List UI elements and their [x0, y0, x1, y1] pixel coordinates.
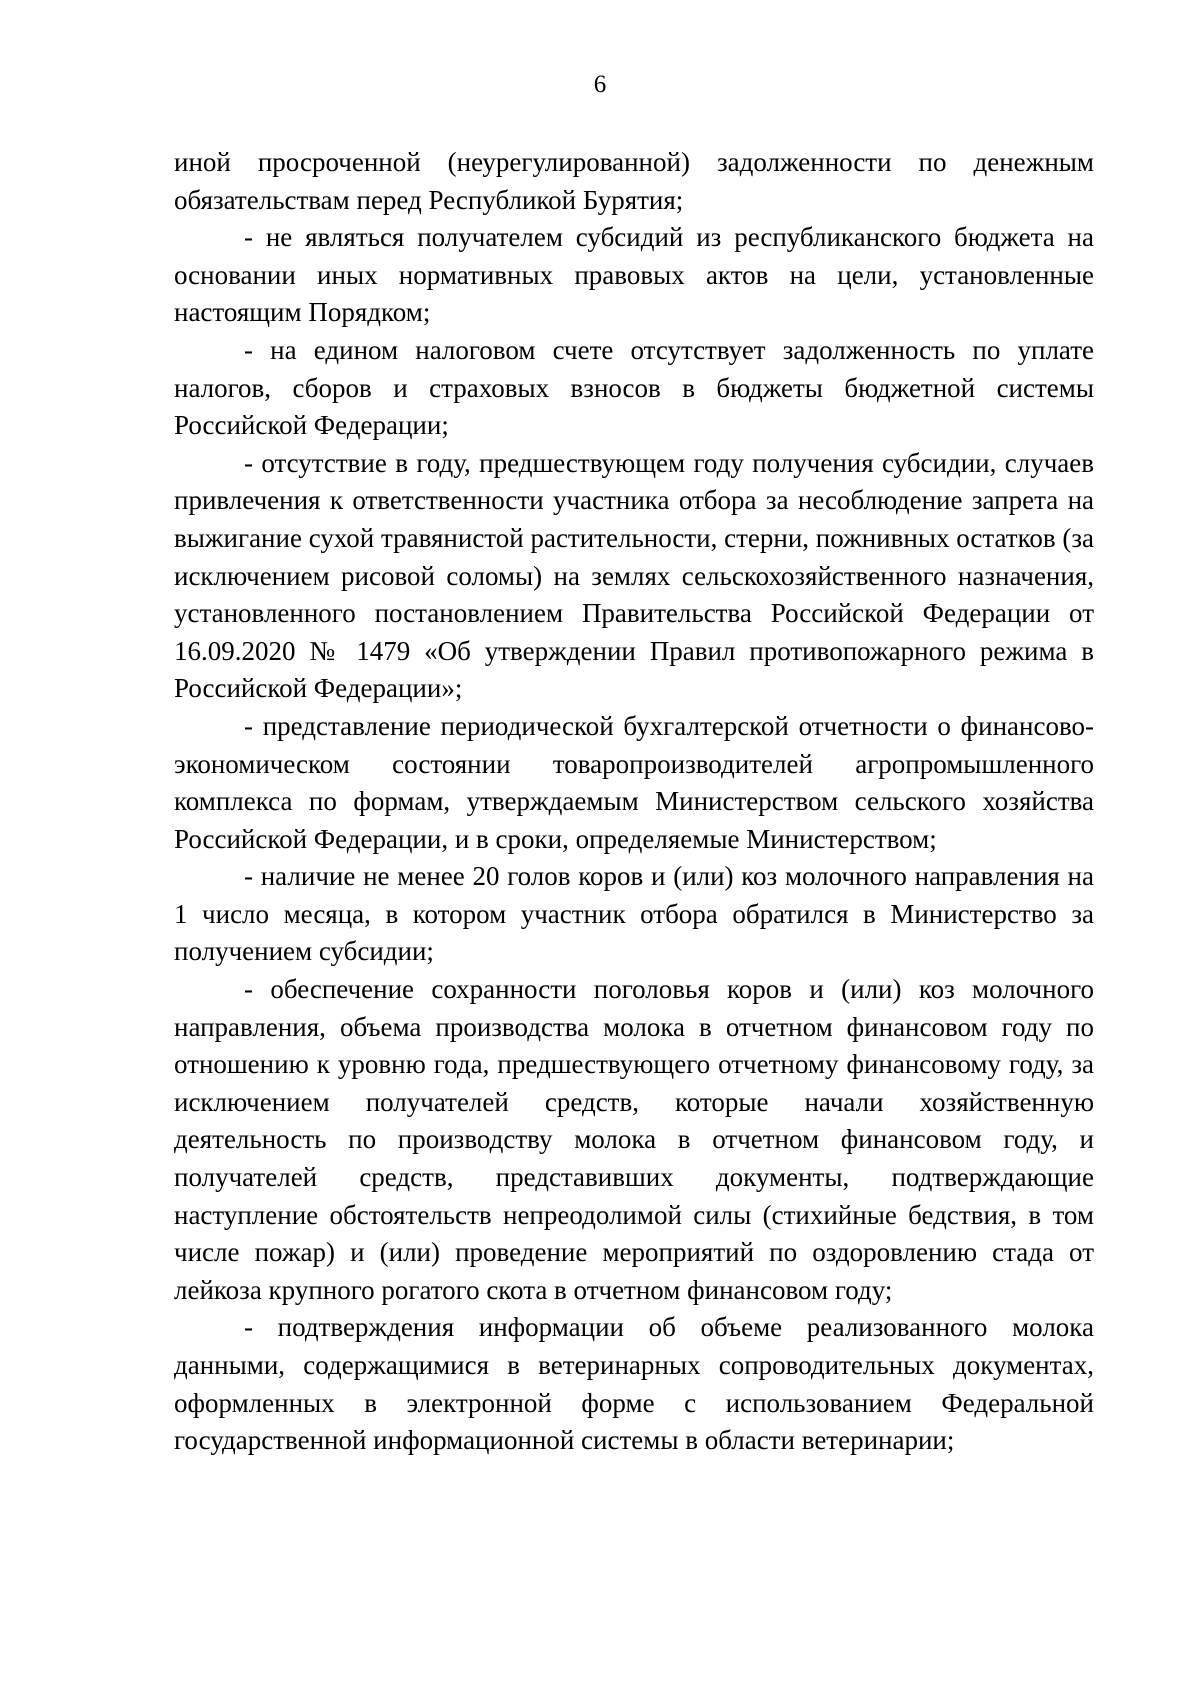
paragraph-continuation: иной просроченной (неурегулированной) задолженности по денежным обязательствам перед Республикой Бурятия; — [174, 147, 1094, 215]
paragraph-item: - обеспечение сохранности поголовья коров и (или) коз молочного направления, объема производства молока в отчетном финансовом году по отношению к уровню года, предшествующего отчетному финансовому году, за исключением получателей средств, которые начали хозяйственную деятельность по производству молока в отчетном финансовом году, и получателей средств, представивших документы, подтверждающие наступление обстоятельств непреодолимой силы (стихийные бедствия, в том числе пожар) и (или) проведение мероприятий по оздоровлению стада от лейкоза крупного рогатого скота в отчетном финансовом году; — [174, 974, 1094, 1305]
paragraph-item: - наличие не менее 20 голов коров и (или) коз молочного направления на 1 число месяца, в котором участник отбора обратился в Министерство за получением субсидии; — [174, 861, 1094, 967]
paragraph-item: - представление периодической бухгалтерской отчетности о финансово-экономическом состоянии товаропроизводителей агропромышленного комплекса по формам, утверждаемым Министерством сельского хозяйства Российской Федерации, и в сроки, определяемые Министерством; — [174, 710, 1094, 854]
page-number: 6 — [593, 71, 607, 98]
paragraph-item: - отсутствие в году, предшествующем году получения субсидии, случаев привлечения к ответственности участника отбора за несоблюдение запрета на выжигание сухой травянистой растительности, стерни, пожнивных остатков (за исключением рисовой соломы) на землях сельскохозяйственного назначения, установленного постановлением Правительства Российской Федерации от 16.09.2020 № 1479 «Об утверждении Правил противопожарного режима в Российской Федерации»; — [174, 447, 1094, 704]
paragraph-item: - подтверждения информации об объеме реализованного молока данными, содержащимися в ветеринарных сопроводительных документах, оформленных в электронной форме с использованием Федеральной государственной информационной системы в области ветеринарии; — [174, 1312, 1094, 1456]
paragraph-item: - не являться получателем субсидий из республиканского бюджета на основании иных нормативных правовых актов на цели, установленные настоящим Порядком; — [174, 222, 1094, 328]
paragraph-item: - на едином налоговом счете отсутствует задолженность по уплате налогов, сборов и страховых взносов в бюджеты бюджетной системы Российской Федерации; — [174, 334, 1094, 441]
document-body — [174, 144, 1094, 1460]
